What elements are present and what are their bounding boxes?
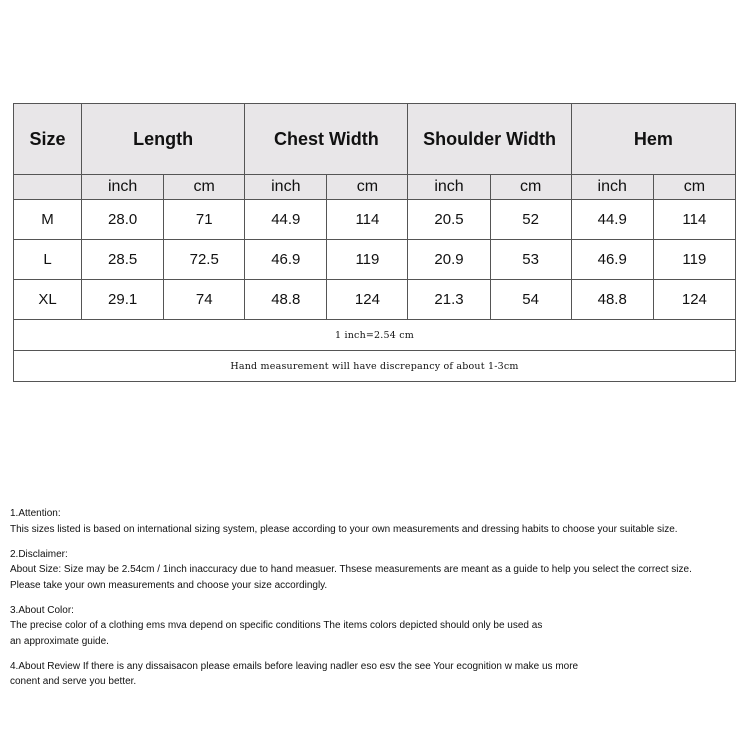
unit-row <box>14 175 736 200</box>
note-line: About Size: Size may be 2.54cm / 1inch inaccuracy due to hand measuer. Thsese measurements are meant as a guide to help you select the correct size. <box>10 564 692 575</box>
value-cell: 53 <box>490 240 571 280</box>
header-size: Size <box>14 104 82 175</box>
unit-cell: cm <box>653 175 735 200</box>
measurement-note: Hand measurement will have discrepancy of about 1-3cm <box>14 351 736 382</box>
table-row-m <box>14 200 736 240</box>
unit-cell: inch <box>245 175 327 200</box>
value-cell: 54 <box>490 280 571 320</box>
note-line: conent and serve you better. <box>10 676 137 687</box>
value-cell: 20.9 <box>408 240 490 280</box>
table-row-l <box>14 240 736 280</box>
value-cell: 74 <box>164 280 245 320</box>
unit-cell: inch <box>82 175 164 200</box>
note-heading: 4.About Review If there is any dissaisacon please emails before leaving nadler eso esv the see Your ecognition w make us more <box>10 660 579 672</box>
value-cell: 48.8 <box>245 280 327 320</box>
size-cell: XL <box>14 280 82 320</box>
value-cell: 119 <box>327 240 408 280</box>
note-about-color <box>10 603 745 650</box>
header-hem: Hem <box>571 104 735 175</box>
size-notes <box>10 506 745 699</box>
value-cell: 48.8 <box>571 280 653 320</box>
unit-cell: cm <box>327 175 408 200</box>
note-line: Please take your own measurements and choose your size accordingly. <box>10 579 328 591</box>
conversion-note: 1 inch=2.54 cm <box>14 320 736 351</box>
note-heading: 2.Disclaimer: <box>10 548 68 560</box>
conversion-note-row <box>14 320 736 351</box>
size-cell: L <box>14 240 82 280</box>
value-cell: 119 <box>653 240 735 280</box>
value-cell: 21.3 <box>408 280 490 320</box>
value-cell: 72.5 <box>164 240 245 280</box>
note-line: an approximate guide. <box>10 635 109 647</box>
value-cell: 124 <box>327 280 408 320</box>
note-attention <box>10 506 745 537</box>
value-cell: 52 <box>490 200 571 240</box>
value-cell: 44.9 <box>245 200 327 240</box>
unit-cell: cm <box>164 175 245 200</box>
value-cell: 46.9 <box>571 240 653 280</box>
header-chest-width: Chest Width <box>245 104 408 175</box>
header-shoulder-width: Shoulder Width <box>408 104 571 175</box>
note-disclaimer <box>10 547 745 594</box>
value-cell: 114 <box>327 200 408 240</box>
value-cell: 124 <box>653 280 735 320</box>
note-line: This sizes listed is based on international sizing system, please according to your own measurements and dressing habits to choose your suitable size. <box>10 523 678 535</box>
value-cell: 114 <box>653 200 735 240</box>
value-cell: 20.5 <box>408 200 490 240</box>
value-cell: 46.9 <box>245 240 327 280</box>
unit-spacer <box>14 175 82 200</box>
header-row <box>14 104 736 175</box>
value-cell: 44.9 <box>571 200 653 240</box>
value-cell: 28.0 <box>82 200 164 240</box>
note-heading: 3.About Color: <box>10 604 74 616</box>
note-heading: 1.Attention: <box>10 508 61 519</box>
unit-cell: cm <box>490 175 571 200</box>
value-cell: 29.1 <box>82 280 164 320</box>
table-row-xl <box>14 280 736 320</box>
note-line: The precise color of a clothing ems mva depend on specific conditions The items colors depicted should only be used as <box>10 620 543 631</box>
value-cell: 71 <box>164 200 245 240</box>
unit-cell: inch <box>408 175 490 200</box>
note-about-review <box>10 659 745 690</box>
value-cell: 28.5 <box>82 240 164 280</box>
header-length: Length <box>82 104 245 175</box>
size-chart-table <box>13 103 736 382</box>
unit-cell: inch <box>571 175 653 200</box>
measurement-note-row <box>14 351 736 382</box>
size-cell: M <box>14 200 82 240</box>
